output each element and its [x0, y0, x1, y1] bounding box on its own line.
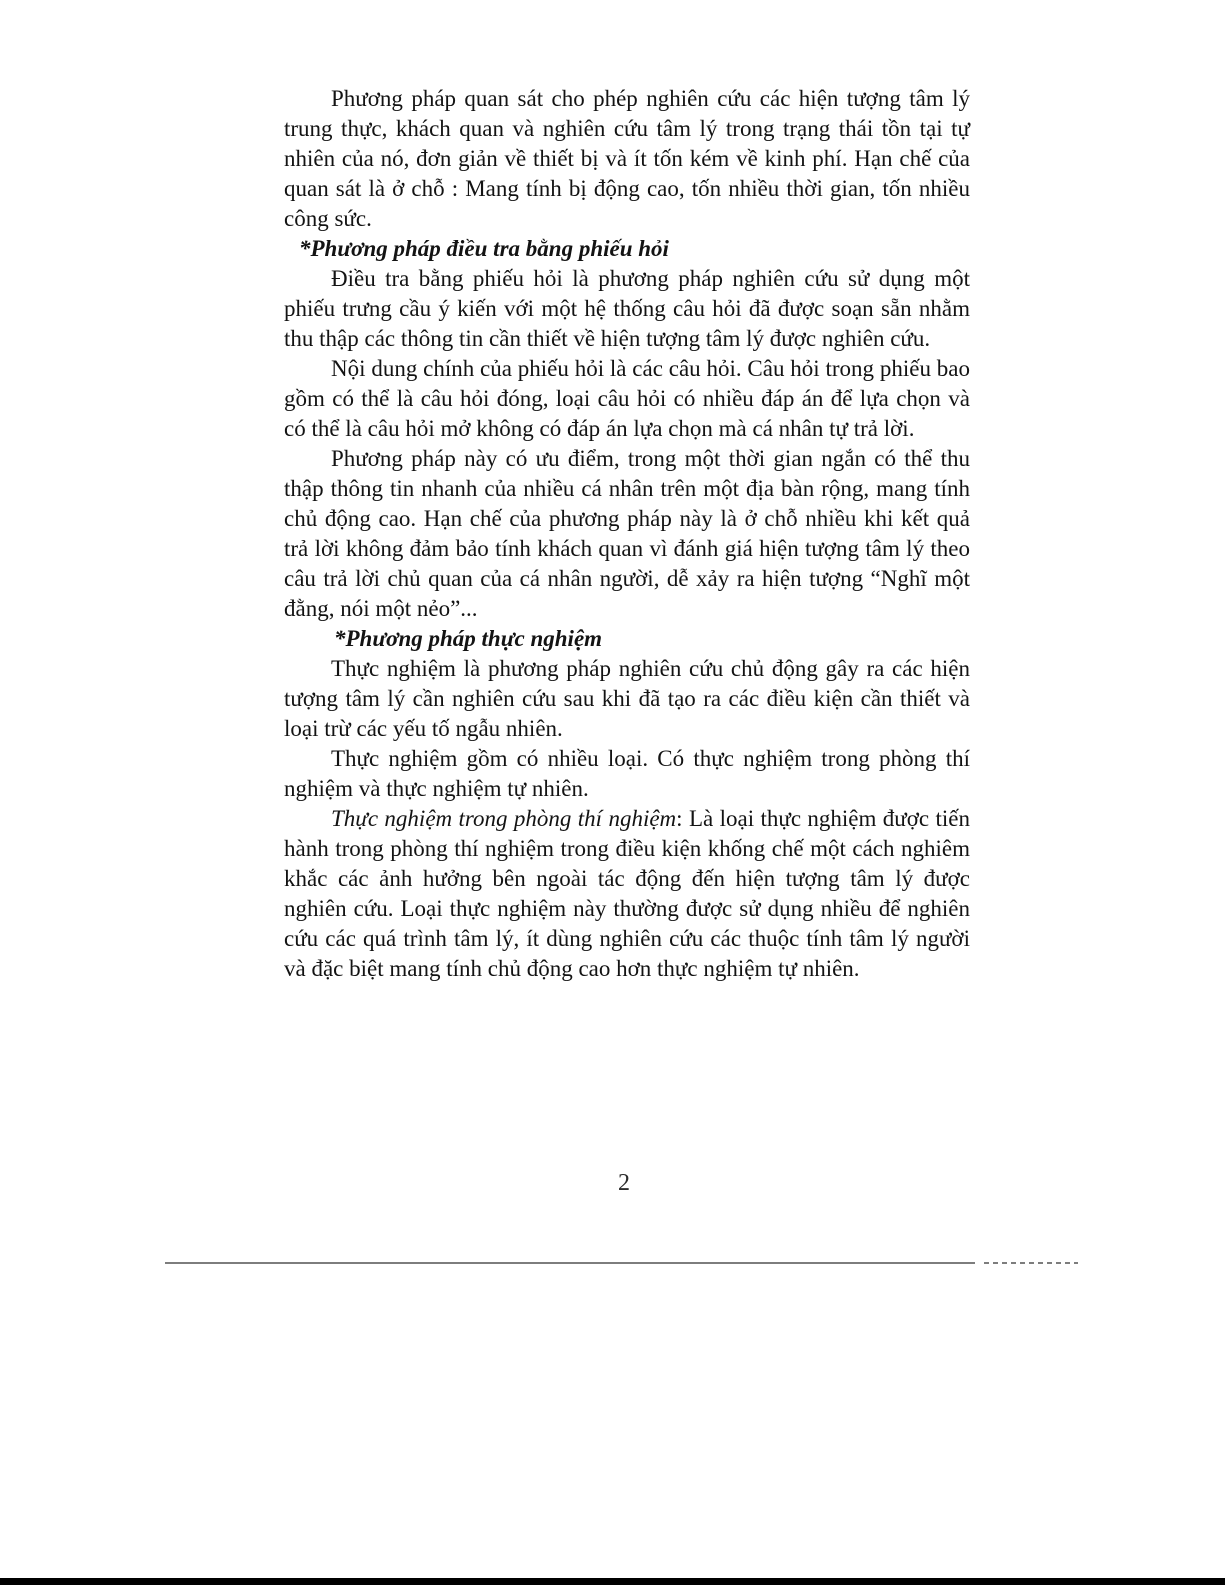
footer-rule-solid [165, 1262, 975, 1264]
page-number: 2 [618, 1170, 630, 1196]
section-heading: *Phương pháp thực nghiệm [334, 626, 603, 651]
section-heading: *Phương pháp điều tra bằng phiếu hỏi [299, 236, 669, 261]
paragraph: Nội dung chính của phiếu hỏi là các câu hỏi. Câu hỏi trong phiếu bao gồm có thể là câu hỏi đóng, loại câu hỏi có nhiều đáp án để lựa chọn và có thể là câu hỏi mở không có đáp án lựa chọn mà cá nhân tự trả lời. [284, 356, 970, 441]
paragraph: Thực nghiệm là phương pháp nghiên cứu chủ động gây ra các hiện tượng tâm lý cần nghiên cứu sau khi đã tạo ra các điều kiện cần thiết và loại trừ các yếu tố ngẫu nhiên. [284, 656, 970, 741]
scan-edge-artifact-bar [0, 1578, 1225, 1585]
footer-rule-dashes [984, 1262, 1078, 1264]
italic-lead: Thực nghiệm trong phòng thí nghiệm [331, 806, 677, 831]
text-block [284, 84, 970, 984]
paragraph: Điều tra bằng phiếu hỏi là phương pháp nghiên cứu sử dụng một phiếu trưng cầu ý kiến với một hệ thống câu hỏi đã được soạn sẵn nhằm thu thập các thông tin cần thiết về hiện tượng tâm lý được nghiên cứu. [284, 266, 970, 351]
paragraph: Thực nghiệm trong phòng thí nghiệm: Là loại thực nghiệm được tiến hành trong phòng thí nghiệm trong điều kiện khống chế một cách nghiêm khắc các ảnh hưởng bên ngoài tác động đến hiện tượng tâm lý được nghiên cứu. Loại thực nghiệm này thường được sử dụng nhiều để nghiên cứu các quá trình tâm lý, ít dùng nghiên cứu các thuộc tính tâm lý người và đặc biệt mang tính chủ động cao hơn thực nghiệm tự nhiên. [284, 806, 971, 981]
paragraph: Phương pháp này có ưu điểm, trong một thời gian ngắn có thể thu thập thông tin nhanh của nhiều cá nhân trên một địa bàn rộng, mang tính chủ động cao. Hạn chế của phương pháp này là ở chỗ nhiều khi kết quả trả lời không đảm bảo tính khách quan vì đánh giá hiện tượng tâm lý theo câu trả lời chủ quan của cá nhân người, dễ xảy ra hiện tượng “Nghĩ một đằng, nói một nẻo”... [284, 446, 970, 621]
paragraph: Phương pháp quan sát cho phép nghiên cứu các hiện tượng tâm lý trung thực, khách quan và nghiên cứu tâm lý trong trạng thái tồn tại tự nhiên của nó, đơn giản về thiết bị và ít tốn kém về kinh phí. Hạn chế của quan sát là ở chỗ : Mang tính bị động cao, tốn nhiều thời gian, tốn nhiều công sức. [284, 86, 970, 231]
paragraph: Thực nghiệm gồm có nhiều loại. Có thực nghiệm trong phòng thí nghiệm và thực nghiệm tự nhiên. [284, 746, 970, 801]
